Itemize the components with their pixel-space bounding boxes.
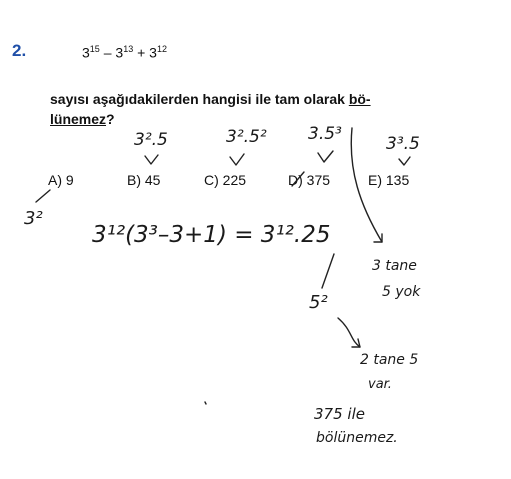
stem-end: ? bbox=[106, 111, 115, 127]
option-c-value: 225 bbox=[222, 172, 247, 188]
option-c[interactable] bbox=[204, 172, 246, 188]
hw-conclusion-2: bölünemez. bbox=[316, 430, 398, 446]
option-b-letter: B) bbox=[127, 172, 141, 188]
expr-exp-1: 15 bbox=[89, 44, 100, 54]
hw-note-e: 3³.5 bbox=[386, 134, 420, 154]
expr-base-1: 3 bbox=[82, 44, 90, 61]
option-b[interactable] bbox=[127, 172, 160, 188]
hw-note-d: 3.5³ bbox=[308, 124, 342, 144]
line-to-five-squared bbox=[322, 254, 334, 288]
expr-base-2: 3 bbox=[115, 44, 124, 61]
option-e-letter: E) bbox=[368, 172, 382, 188]
stem-underlined-1: bö- bbox=[348, 91, 371, 107]
option-d-letter: D) bbox=[288, 172, 303, 188]
option-c-letter: C) bbox=[204, 172, 219, 188]
option-e-value: 135 bbox=[385, 172, 410, 188]
check-mark-d bbox=[318, 151, 333, 162]
stem-text: sayısı aşağıdakilerden hangisi ile tam olarak bbox=[50, 91, 349, 107]
hw-note-c: 3².5² bbox=[226, 127, 267, 147]
expr-exp-3: 12 bbox=[156, 44, 167, 54]
hw-five-squared: 5² bbox=[309, 292, 328, 313]
stem-underlined-2: lünemez bbox=[50, 111, 107, 127]
option-d[interactable] bbox=[288, 172, 330, 188]
option-a-value: 9 bbox=[65, 172, 74, 188]
hw-conclusion-1: 375 ile bbox=[314, 405, 365, 423]
arrowhead-two-note bbox=[352, 339, 360, 347]
question-stem bbox=[50, 89, 450, 129]
arrow-to-two-note bbox=[338, 318, 360, 347]
expr-op-1: – bbox=[103, 44, 112, 61]
expr-op-2: + bbox=[137, 44, 146, 61]
hw-factored-expression: 3¹²(3³–3+1) = 3¹².25 bbox=[92, 222, 331, 248]
hw-three-note-1: 3 tane bbox=[372, 258, 417, 274]
option-a-letter: A) bbox=[48, 172, 62, 188]
check-mark-b bbox=[145, 155, 158, 164]
arrowhead-three-note bbox=[374, 234, 382, 242]
question-expression bbox=[82, 44, 167, 61]
question-number: 2. bbox=[12, 41, 27, 60]
expr-base-3: 3 bbox=[149, 44, 157, 61]
hw-two-note-1: 2 tane 5 bbox=[360, 352, 419, 368]
option-b-value: 45 bbox=[144, 172, 161, 188]
option-a[interactable] bbox=[48, 172, 74, 188]
check-mark-c bbox=[230, 154, 244, 165]
hw-three-note-2: 5 yok bbox=[382, 284, 421, 300]
option-e[interactable] bbox=[368, 172, 409, 188]
hw-two-note-2: var. bbox=[368, 377, 392, 392]
hw-note-a: 3² bbox=[24, 208, 43, 229]
hw-note-b: 3².5 bbox=[134, 130, 168, 150]
ink-dot bbox=[205, 402, 206, 404]
tick-a bbox=[36, 190, 50, 202]
option-d-value: 375 bbox=[306, 172, 331, 188]
check-mark-e bbox=[399, 157, 410, 165]
expr-exp-2: 13 bbox=[123, 44, 134, 54]
